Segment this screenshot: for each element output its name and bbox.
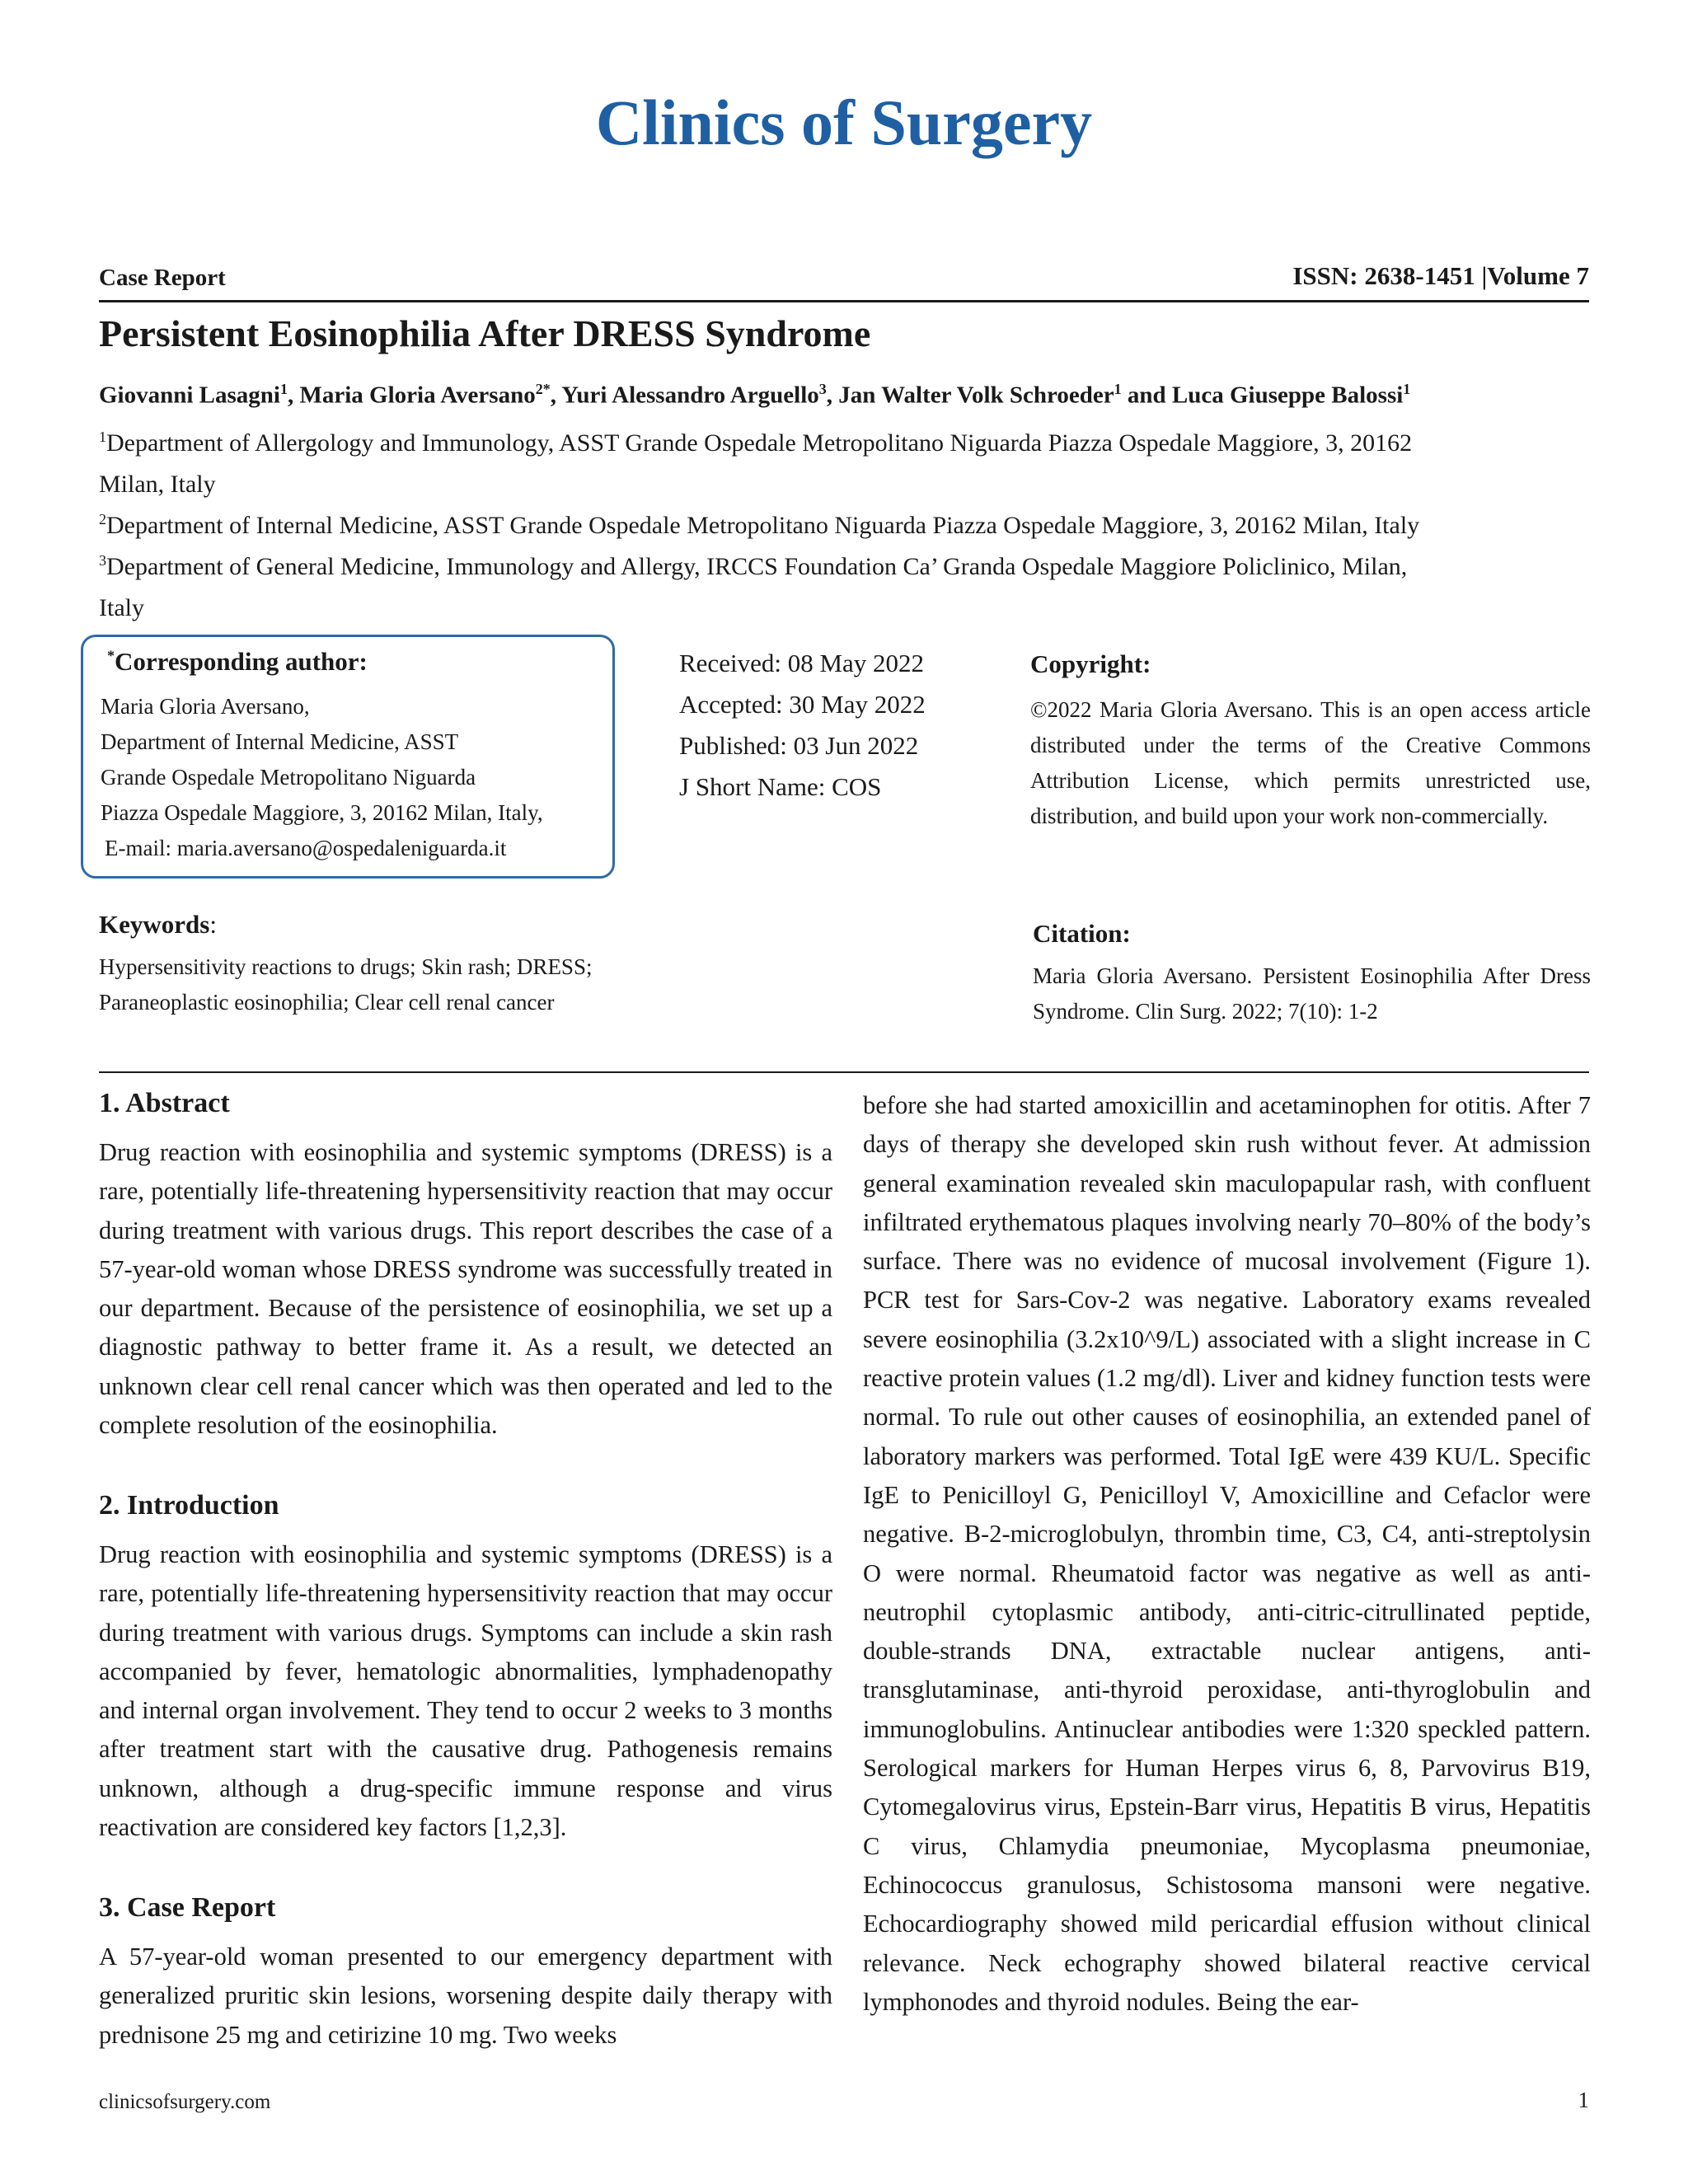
affiliation-1	[99, 416, 1589, 505]
footer-website[interactable]: clinicsofsurgery.com	[99, 2091, 271, 2113]
keywords-text: Hypersensitivity reactions to drugs; Skin rash; DRESS; Paraneoplastic eosinophilia; Clear cell renal cancer	[99, 954, 593, 1015]
abstract-text: Drug reaction with eosinophilia and systemic symptoms (DRESS) is a rare, potentially life-threatening hypersensitivity reaction that may occur during treatment with various drugs. This report describes the case of a 57-year-old woman whose DRESS syndrome was successfully treated in our department. Because of the persistence of eosinophilia, we set up a diagnostic pathway to better frame it. As a result, we detected an unknown clear cell renal cancer which was then operated and led to the complete resolution of the eosinophilia.	[99, 1138, 832, 1440]
corresponding-author-email[interactable]: E-mail: maria.aversano@ospedaleniguarda.it	[105, 836, 507, 860]
front-matter-divider	[99, 1071, 1589, 1073]
affiliation-3	[99, 540, 1589, 629]
author-list	[99, 381, 1589, 410]
published-date: Published: 03 Jun 2022	[679, 731, 919, 760]
affiliation-number: 2	[99, 511, 106, 527]
page-number: 1	[1578, 2088, 1589, 2112]
case-report-text: A 57-year-old woman presented to our emergency department with generalized pruritic skin lesions, worsening despite daily therapy with prednisone 25 mg and cetirizine 10 mg. Two weeks	[99, 1943, 832, 2049]
corresponding-author-heading: Corresponding author:	[115, 647, 368, 676]
corresponding-author-dept: Department of Internal Medicine, ASST	[101, 729, 459, 754]
keywords-heading: Keywords	[99, 910, 210, 939]
header-divider	[99, 300, 1589, 302]
abstract-heading: 1. Abstract	[99, 1088, 230, 1118]
author-affiliation-mark: 3	[818, 381, 827, 397]
issn-volume: ISSN: 2638-1451 |Volume 7	[1292, 261, 1589, 290]
corresponding-author-address: Piazza Ospedale Maggiore, 3, 20162 Milan, Italy,	[101, 800, 543, 825]
introduction-heading: 2. Introduction	[99, 1490, 279, 1521]
journal-title: Clinics of Surgery	[595, 87, 1093, 158]
affiliation-number: 1	[99, 429, 106, 445]
asterisk-mark: *	[107, 647, 115, 664]
case-report-continued-text: before she had started amoxicillin and acetaminophen for otitis. After 7 days of therapy she developed skin rush without fever. At admission general examination revealed skin maculopapular rash, with confluent infiltrated erythematous plaques involving nearly 70–80% of the body’s surface. There was no evidence of mucosal involvement (Figure 1). PCR test for Sars-Cov-2 was negative. Laboratory exams revealed severe eosinophilia (3.2x10^9/L) associated with a slight increase in C reactive protein values (1.2 mg/dl). Liver and kidney function tests were normal. To rule out other causes of eosinophilia, an extended panel of laboratory markers was performed. Total IgE were 439 KU/L. Specific IgE to Penicilloyl G, Penicilloyl V, Amoxicilline and Cefaclor were negative. B-2-microglobulyn, thrombin time, C3, C4, anti-streptolysin O were normal. Rheumatoid factor was negative as well as anti-neutrophil cytoplasmic antibody, anti-citric-citrullinated peptide, double-strands DNA, extractable nuclear antigens, anti-transglutaminase, anti-thyroid peroxidase, anti-thyroglobulin and immunoglobulins. Antinuclear antibodies were 1:320 speckled pattern. Serological markers for Human Herpes virus 6, 8, Parvovirus B19, Cytomegalovirus virus, Epstein-Barr virus, Hepatitis B virus, Hepatitis C virus, Chlamydia pneumoniae, Mycoplasma pneumoniae, Echinococcus granulosus, Schistosoma mansoni were negative. Echocardiography showed mild pericardial effusion without clinical relevance. Neck echography showed bilateral reactive cervical lymphonodes and thyroid nodules. Being the ear-	[863, 1091, 1591, 2016]
author-affiliation-mark: 1	[1114, 381, 1122, 397]
author-separator: ,	[550, 382, 562, 409]
author-separator: ,	[288, 382, 300, 409]
affiliation-text: Department of General Medicine, Immunology and Allergy, IRCCS Foundation Ca’ Granda Ospedale Maggiore Policlinico, Milan,	[106, 553, 1408, 580]
introduction-text: Drug reaction with eosinophilia and systemic symptoms (DRESS) is a rare, potentially life-threatening hypersensitivity reaction that may occur during treatment with various drugs. Symptoms can include a skin rash accompanied by fever, hematologic abnormalities, lymphadenopathy and internal organ involvement. They tend to occur 2 weeks to 3 months after treatment start with the causative drug. Pathogenesis remains unknown, although a drug-specific immune response and virus reactivation are considered key factors [1,2,3].	[99, 1540, 832, 1842]
affiliation-number: 3	[99, 552, 106, 569]
affiliation-text-continued: Milan, Italy	[99, 471, 216, 498]
author-separator: ,	[826, 382, 839, 409]
article-dates	[679, 643, 926, 808]
affiliation-text: Department of Allergology and Immunology, ASST Grande Ospedale Metropolitano Niguarda Piazza Ospedale Maggiore, 3, 20162	[106, 429, 1413, 457]
corresponding-author-hospital: Grande Ospedale Metropolitano Niguarda	[101, 765, 476, 790]
author-name: Jan Walter Volk Schroeder	[838, 382, 1114, 409]
author-name: Yuri Alessandro Arguello	[561, 382, 819, 409]
affiliation-text: Department of Internal Medicine, ASST Grande Ospedale Metropolitano Niguarda Piazza Ospedale Maggiore, 3, 20162 Milan, Italy	[106, 512, 1420, 539]
case-report-heading: 3. Case Report	[99, 1892, 276, 1923]
accepted-date: Accepted: 30 May 2022	[679, 690, 926, 719]
citation-title: Citation:	[1033, 919, 1131, 948]
corresponding-author-name: Maria Gloria Aversano,	[101, 694, 310, 719]
author-affiliation-mark: 2*	[535, 381, 551, 397]
received-date: Received: 08 May 2022	[679, 649, 925, 677]
author-name: Luca Giuseppe Balossi	[1171, 382, 1404, 409]
keywords-title	[99, 910, 217, 940]
author-name: Giovanni Lasagni	[99, 382, 280, 409]
citation-text: Maria Gloria Aversano. Persistent Eosinophilia After Dress Syndrome. Clin Surg. 2022; 7(10): 1-2	[1033, 963, 1591, 1024]
article-type: Case Report	[99, 265, 226, 291]
author-separator: and	[1121, 382, 1172, 409]
copyright-title: Copyright:	[1030, 649, 1151, 678]
author-affiliation-mark: 1	[1403, 381, 1411, 397]
author-affiliation-mark: 1	[280, 381, 288, 397]
journal-short-name: J Short Name: COS	[679, 772, 882, 801]
keywords-colon: :	[209, 910, 217, 939]
copyright-text: ©2022 Maria Gloria Aversano. This is an open access article distributed under the terms of the Creative Commons Attribution License, which permits unrestricted use, distribution, and build upon your work non-commercially.	[1030, 697, 1591, 828]
affiliation-text-continued: Italy	[99, 594, 144, 621]
corresponding-author-title	[107, 647, 368, 677]
article-title: Persistent Eosinophilia After DRESS Syndrome	[99, 312, 871, 354]
author-name: Maria Gloria Aversano	[299, 382, 536, 409]
